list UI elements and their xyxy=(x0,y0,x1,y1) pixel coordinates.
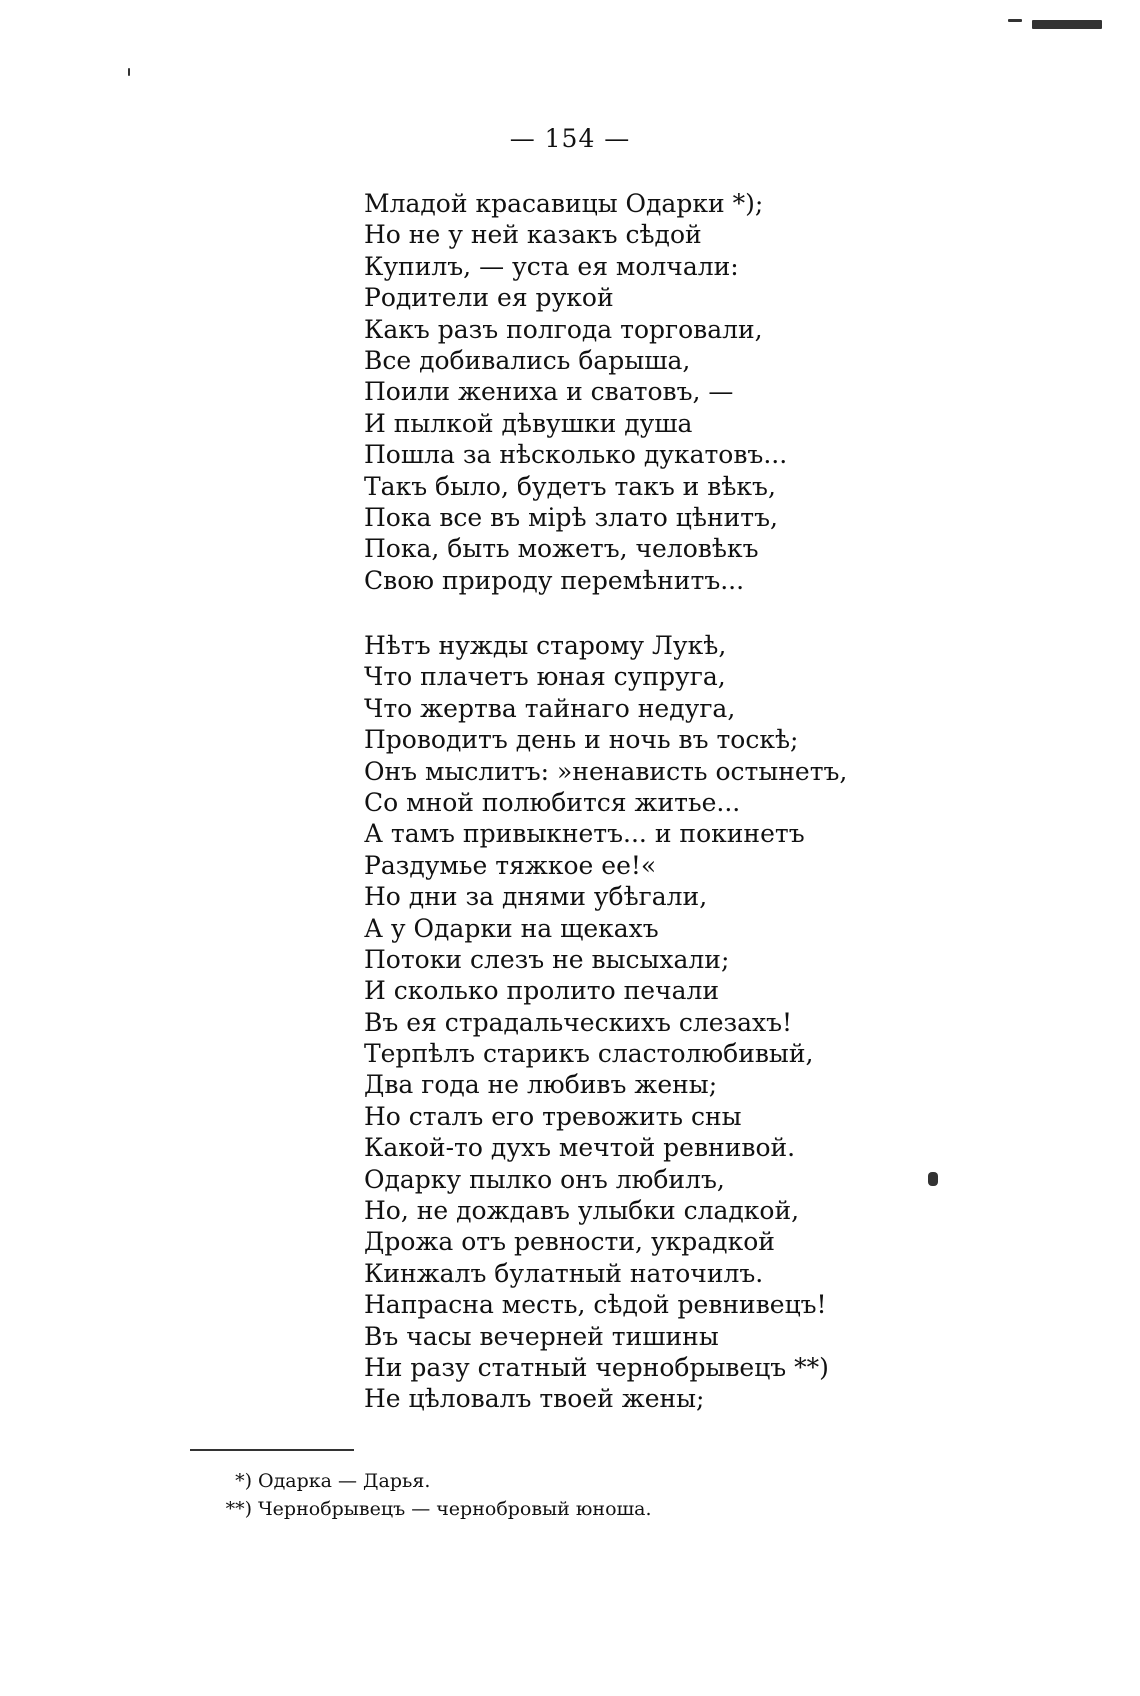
verse-line: Проводитъ день и ночь въ тоскѣ; xyxy=(364,725,799,755)
footnote-text: Одарка — Дарья. xyxy=(258,1470,431,1492)
verse-line: Потоки слезъ не высыхали; xyxy=(364,944,730,974)
verse-line: Напрасна месть, сѣдой ревнивецъ! xyxy=(364,1290,827,1320)
verse-line: Въ часы вечерней тишины xyxy=(364,1321,719,1351)
footnote-text: Чернобрывецъ — чернобровый юноша. xyxy=(258,1498,652,1520)
verse-line: Такъ было, будетъ такъ и вѣкъ, xyxy=(364,471,776,501)
verse-line: Ни разу статный чернобрывецъ **) xyxy=(364,1352,829,1382)
verse-line: Но дни за днями убѣгали, xyxy=(364,882,708,912)
verse-line: Дрожа отъ ревности, украдкой xyxy=(364,1227,775,1257)
scan-mark xyxy=(928,1172,938,1186)
verse-line: И пылкой дѣвушки душа xyxy=(364,408,693,438)
scan-mark xyxy=(1032,20,1102,29)
page-number: — 154 — xyxy=(509,124,631,153)
scan-mark xyxy=(128,68,130,76)
verse-line: Что жертва тайнаго недуга, xyxy=(364,693,736,723)
footnotes xyxy=(212,1467,652,1523)
verse-line: Раздумье тяжкое ее!« xyxy=(364,850,657,880)
verse-line: А у Одарки на щекахъ xyxy=(364,913,659,943)
verse-line: И сколько пролито печали xyxy=(364,976,720,1006)
stanza xyxy=(364,188,787,596)
verse-line: Нѣтъ нужды старому Лукѣ, xyxy=(364,631,727,660)
verse-line: Онъ мыслитъ: »ненависть остынетъ, xyxy=(364,756,848,786)
stanza xyxy=(364,630,847,1415)
verse-line: Не цѣловалъ твоей жены; xyxy=(364,1384,705,1414)
verse-line: Какъ разъ полгода торговали, xyxy=(364,314,763,344)
verse-line: Все добивались барыша, xyxy=(364,345,691,375)
verse-line: Но, не дождавъ улыбки сладкой, xyxy=(364,1196,800,1226)
verse-line: Въ ея страдальческихъ слезахъ! xyxy=(364,1007,793,1037)
verse-line: Родители ея рукой xyxy=(364,283,614,313)
verse-line: Поили жениха и сватовъ, — xyxy=(364,377,734,407)
footnote-mark: *) xyxy=(235,1470,252,1492)
verse-line: Но сталъ его тревожить сны xyxy=(364,1101,742,1131)
footnote xyxy=(212,1467,652,1495)
verse-line: Младой красавицы Одарки *); xyxy=(364,189,764,218)
verse-line: А тамъ привыкнетъ... и покинетъ xyxy=(364,819,805,849)
verse-line: Но не у ней казакъ сѣдой xyxy=(364,220,702,250)
verse-line: Что плачетъ юная супруга, xyxy=(364,662,726,692)
verse-line: Пошла за нѣсколько дукатовъ... xyxy=(364,440,788,470)
footnote xyxy=(212,1495,652,1523)
verse-line: Одарку пылко онъ любилъ, xyxy=(364,1164,725,1194)
footnote-divider xyxy=(190,1449,354,1451)
scan-mark xyxy=(1008,19,1022,22)
footnote-mark: **) xyxy=(225,1498,252,1520)
verse-line: Свою природу перемѣнитъ... xyxy=(364,565,745,595)
verse-line: Терпѣлъ старикъ сластолюбивый, xyxy=(364,1039,814,1069)
verse-line: Пока все въ мірѣ злато цѣнитъ, xyxy=(364,502,778,532)
verse-line: Купилъ, — уста ея молчали: xyxy=(364,251,739,281)
verse-line: Два года не любивъ жены; xyxy=(364,1070,718,1100)
verse-line: Со мной полюбится житье... xyxy=(364,787,741,817)
verse-line: Какой-то духъ мечтой ревнивой. xyxy=(364,1133,796,1163)
verse-line: Пока, быть можетъ, человѣкъ xyxy=(364,534,759,564)
verse-line: Кинжалъ булатный наточилъ. xyxy=(364,1258,764,1288)
